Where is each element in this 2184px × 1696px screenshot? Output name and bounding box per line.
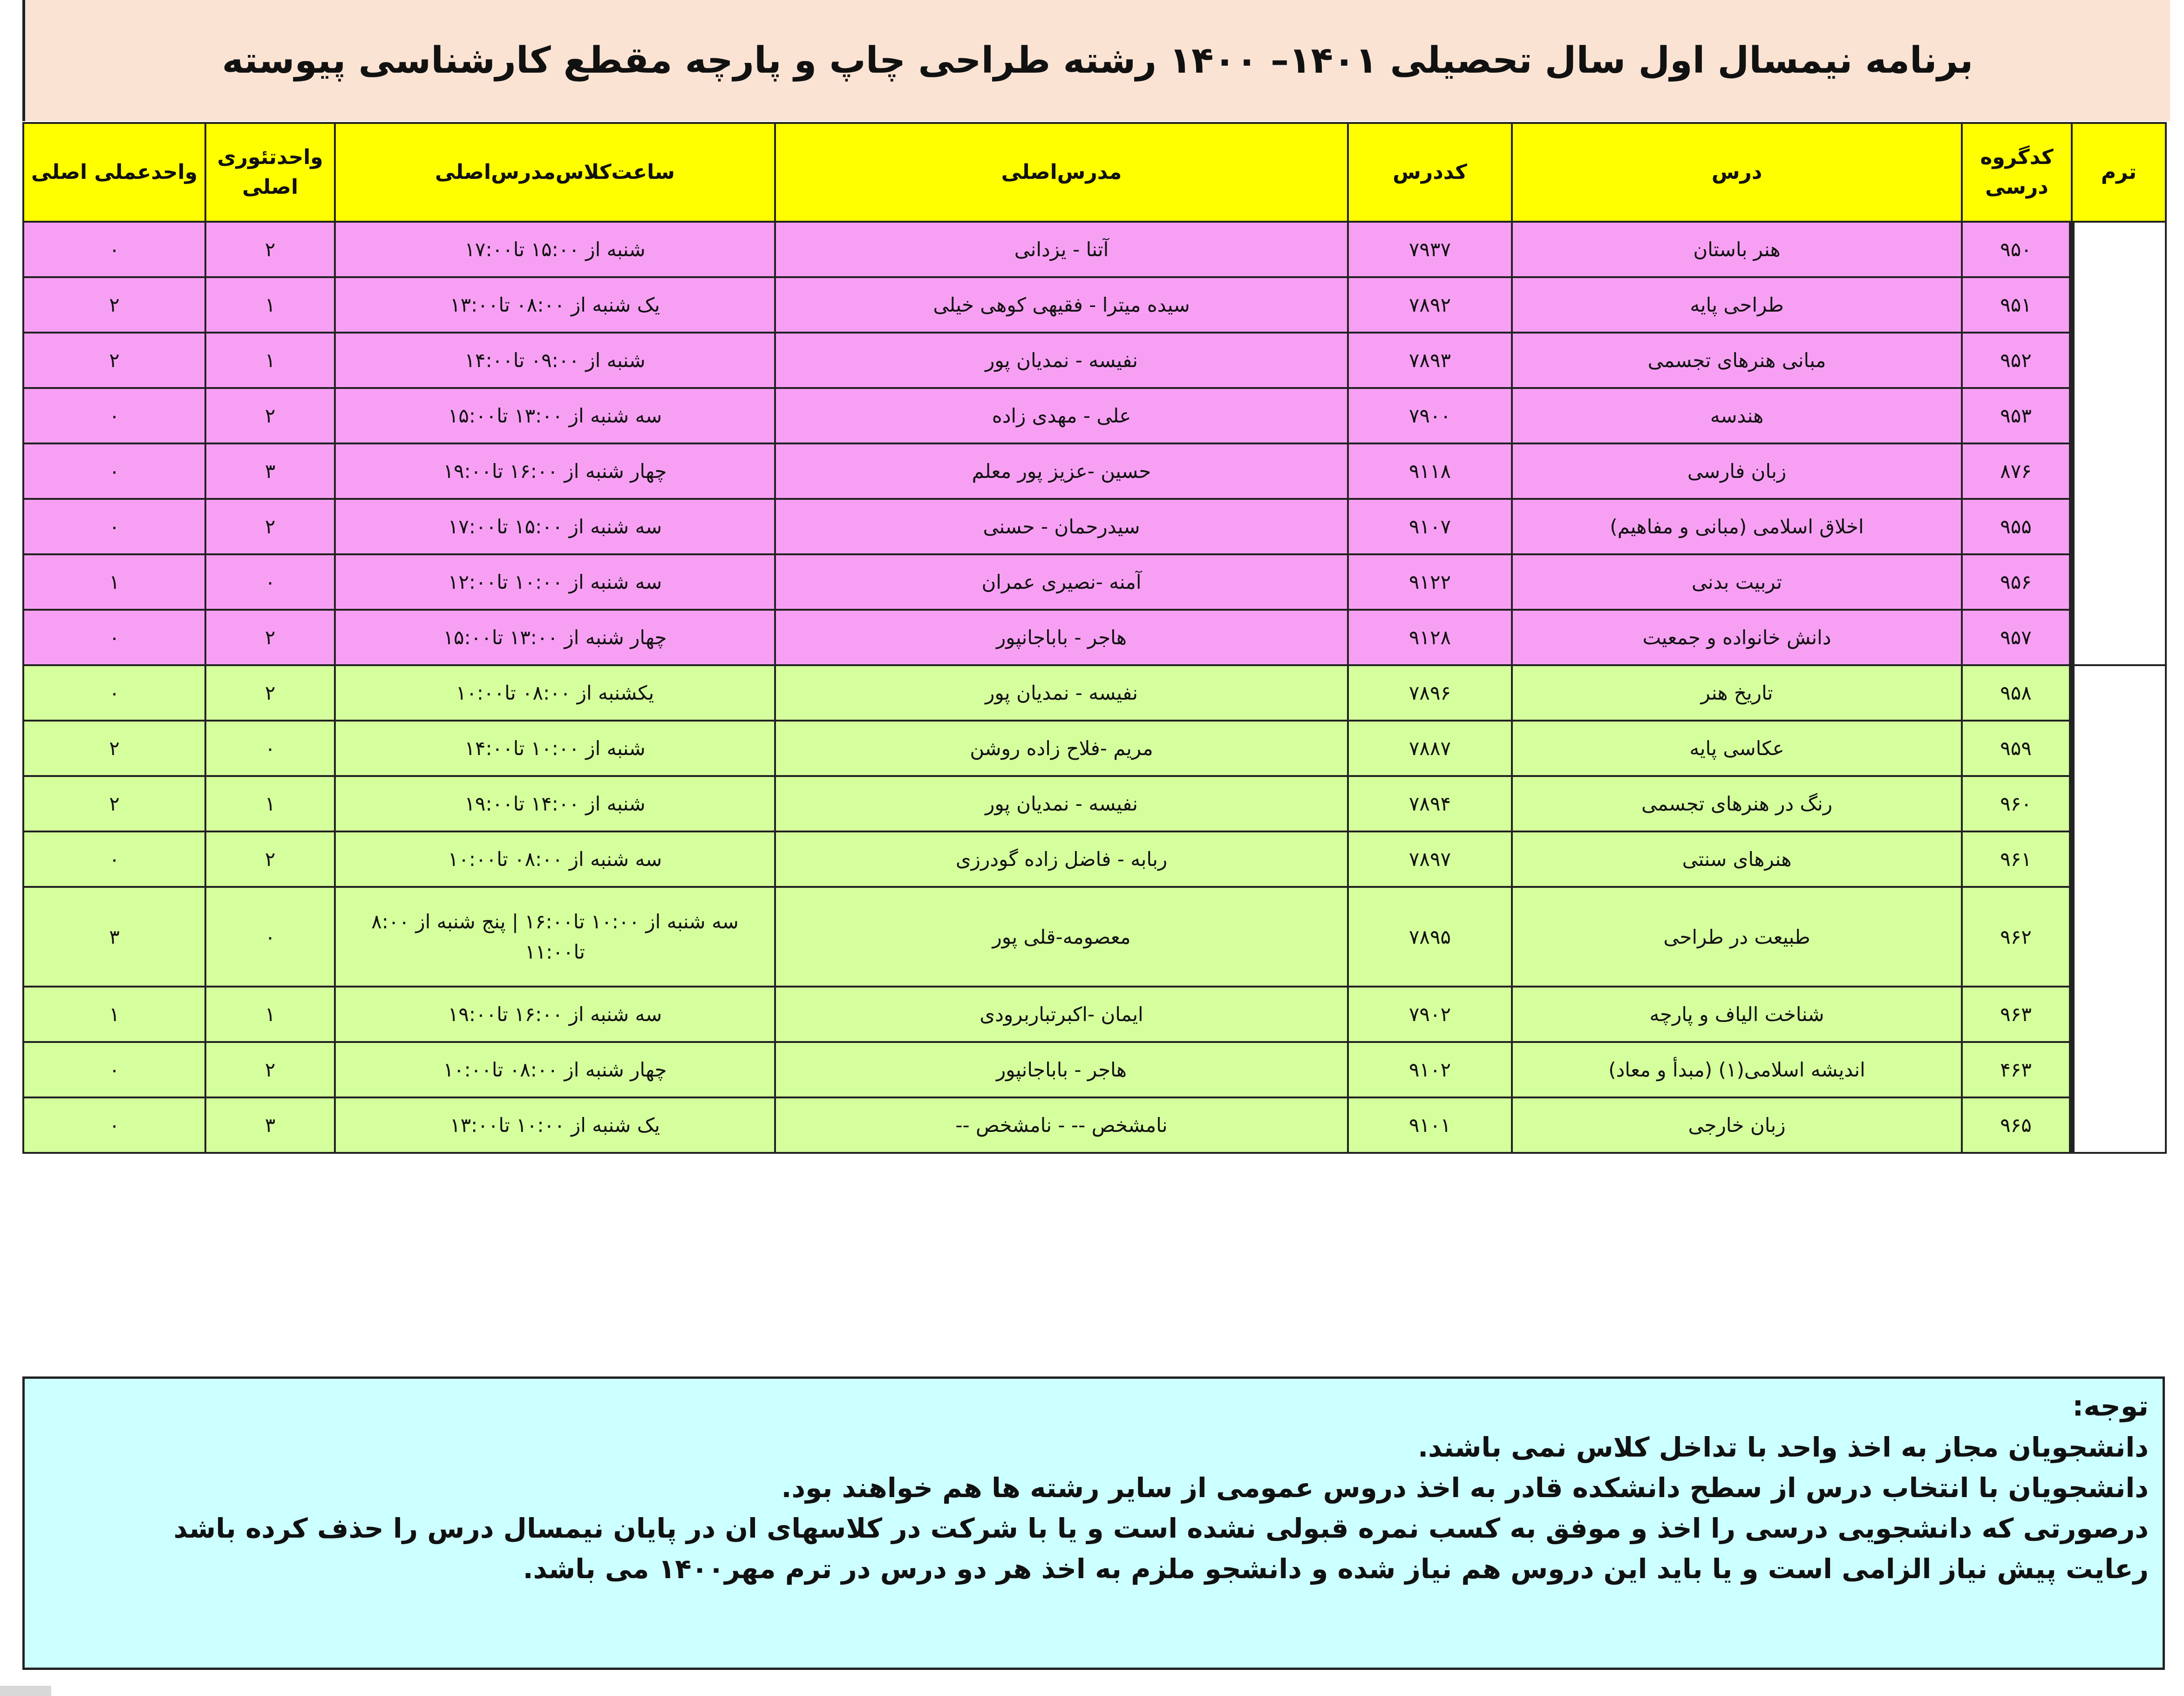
instructor-cell: حسین -عزیز پور معلم: [775, 443, 1348, 499]
notes-box: [22, 1376, 2165, 1670]
schedule-table: [22, 122, 2167, 1154]
course-name-cell: هندسه: [1512, 388, 1962, 443]
course-name-cell: اندیشه اسلامی(۱) (مبدأ و معاد): [1512, 1042, 1962, 1097]
group-code-cell: ۸۷۶: [1962, 443, 2072, 499]
group-code-cell: ۹۶۳: [1962, 987, 2072, 1042]
group-code-cell: ۹۵۷: [1962, 610, 2072, 665]
group-code-cell: ۹۵۵: [1962, 499, 2072, 554]
theory-units-cell: ۲: [205, 665, 335, 721]
course-name-cell: زبان فارسی: [1512, 443, 1962, 499]
table-row: [23, 1097, 2166, 1153]
practical-units-cell: ۱: [23, 554, 205, 610]
theory-units-cell: ۱: [205, 987, 335, 1042]
class-hours-cell: چهار شنبه از ۱۳:۰۰ تا۱۵:۰۰: [335, 610, 775, 665]
group-code-cell: ۹۶۵: [1962, 1097, 2072, 1153]
term-group-cell: [2072, 222, 2166, 665]
table-row: [23, 333, 2166, 388]
course-code-cell: ۷۸۹۵: [1348, 887, 1512, 987]
theory-units-cell: ۲: [205, 388, 335, 443]
course-name-cell: هنر باستان: [1512, 222, 1962, 277]
instructor-cell: نفیسه - نمدیان پور: [775, 776, 1348, 831]
course-name-cell: رنگ در هنرهای تجسمی: [1512, 776, 1962, 831]
group-code-cell: ۴۶۳: [1962, 1042, 2072, 1097]
instructor-cell: هاجر - باباجانپور: [775, 1042, 1348, 1097]
course-code-cell: ۷۸۹۲: [1348, 277, 1512, 333]
course-code-cell: ۷۸۹۴: [1348, 776, 1512, 831]
course-name-cell: تربیت بدنی: [1512, 554, 1962, 610]
corner-watermark: [0, 1686, 51, 1696]
instructor-cell: سیده میترا - فقیهی کوهی خیلی: [775, 277, 1348, 333]
schedule-body: [23, 222, 2166, 1153]
theory-units-cell: ۳: [205, 1097, 335, 1153]
group-code-cell: ۹۶۰: [1962, 776, 2072, 831]
notes-heading: توجه:: [2072, 1390, 2149, 1423]
table-row: [23, 776, 2166, 831]
instructor-cell: نامشخص -- - نامشخص --: [775, 1097, 1348, 1153]
instructor-cell: نفیسه - نمدیان پور: [775, 665, 1348, 721]
course-name-cell: هنرهای سنتی: [1512, 831, 1962, 887]
note-line: رعایت پیش نیاز الزامی است و یا باید این دروس هم نیاز شده و دانشجو ملزم به اخذ هر دو درس در ترم مهر۱۴۰۰ می باشد.: [523, 1553, 2149, 1585]
theory-units-cell: ۱: [205, 776, 335, 831]
practical-units-cell: ۲: [23, 776, 205, 831]
theory-units-cell: ۲: [205, 610, 335, 665]
group-code-cell: ۹۵۳: [1962, 388, 2072, 443]
instructor-cell: آتنا - یزدانی: [775, 222, 1348, 277]
course-code-cell: ۹۱۲۸: [1348, 610, 1512, 665]
table-row: [23, 831, 2166, 887]
class-hours-cell: سه شنبه از ۱۶:۰۰ تا۱۹:۰۰: [335, 987, 775, 1042]
class-hours-cell: یک شنبه از ۱۰:۰۰ تا۱۳:۰۰: [335, 1097, 775, 1153]
course-name-cell: عکاسی پایه: [1512, 721, 1962, 776]
practical-units-cell: ۰: [23, 388, 205, 443]
practical-units-cell: ۱: [23, 987, 205, 1042]
course-code-cell: ۷۹۰۲: [1348, 987, 1512, 1042]
theory-units-cell: ۰: [205, 554, 335, 610]
table-row: [23, 499, 2166, 554]
course-code-cell: ۹۱۱۸: [1348, 443, 1512, 499]
course-code-cell: ۷۸۹۶: [1348, 665, 1512, 721]
theory-units-cell: ۲: [205, 831, 335, 887]
class-hours-cell: شنبه از ۱۵:۰۰ تا۱۷:۰۰: [335, 222, 775, 277]
course-name-cell: طبیعت در طراحی: [1512, 887, 1962, 987]
class-hours-cell: شنبه از ۱۴:۰۰ تا۱۹:۰۰: [335, 776, 775, 831]
class-hours-cell: سه شنبه از ۰۸:۰۰ تا۱۰:۰۰: [335, 831, 775, 887]
course-name-cell: شناخت الیاف و پارچه: [1512, 987, 1962, 1042]
group-code-cell: ۹۵۹: [1962, 721, 2072, 776]
class-hours-cell: سه شنبه از ۱۵:۰۰ تا۱۷:۰۰: [335, 499, 775, 554]
note-line: دانشجویان با انتخاب درس از سطح دانشکده قادر به اخذ دروس عمومی از سایر رشته ها هم خواهند بود.: [781, 1472, 2149, 1504]
schedule-table-wrapper: [22, 122, 2165, 1154]
table-row: [23, 721, 2166, 776]
theory-units-cell: ۳: [205, 443, 335, 499]
practical-units-cell: ۰: [23, 443, 205, 499]
course-code-cell: ۷۸۸۷: [1348, 721, 1512, 776]
instructor-cell: معصومه-قلی پور: [775, 887, 1348, 987]
page-title: برنامه نیمسال اول سال تحصیلی ۱۴۰۱– ۱۴۰۰ رشته طراحی چاپ و پارچه مقطع کارشناسی پیوسته: [222, 40, 1973, 82]
table-row: [23, 222, 2166, 277]
instructor-cell: آمنه -نصیری عمران: [775, 554, 1348, 610]
group-code-cell: ۹۵۶: [1962, 554, 2072, 610]
table-row: [23, 388, 2166, 443]
course-code-cell: ۷۸۹۳: [1348, 333, 1512, 388]
header-group-code: کدگروه درسی: [1962, 123, 2072, 222]
theory-units-cell: ۲: [205, 499, 335, 554]
practical-units-cell: ۰: [23, 831, 205, 887]
table-row: [23, 443, 2166, 499]
instructor-cell: نفیسه - نمدیان پور: [775, 333, 1348, 388]
course-code-cell: ۹۱۲۲: [1348, 554, 1512, 610]
instructor-cell: سیدرحمان - حسنی: [775, 499, 1348, 554]
header-theory-units: واحدتئوری اصلی: [205, 123, 335, 222]
class-hours-cell: شنبه از ۰۹:۰۰ تا۱۴:۰۰: [335, 333, 775, 388]
theory-units-cell: ۰: [205, 887, 335, 987]
table-row: [23, 887, 2166, 987]
practical-units-cell: ۰: [23, 1042, 205, 1097]
course-name-cell: زبان خارجی: [1512, 1097, 1962, 1153]
group-code-cell: ۹۶۲: [1962, 887, 2072, 987]
class-hours-cell: شنبه از ۱۰:۰۰ تا۱۴:۰۰: [335, 721, 775, 776]
theory-units-cell: ۲: [205, 1042, 335, 1097]
header-row: [23, 123, 2166, 222]
course-code-cell: ۷۸۹۷: [1348, 831, 1512, 887]
class-hours-cell: چهار شنبه از ۱۶:۰۰ تا۱۹:۰۰: [335, 443, 775, 499]
header-class-hours: ساعت‌کلاس‌مدرس‌اصلی: [335, 123, 775, 222]
table-row: [23, 610, 2166, 665]
instructor-cell: علی - مهدی زاده: [775, 388, 1348, 443]
course-name-cell: تاریخ هنر: [1512, 665, 1962, 721]
group-code-cell: ۹۵۲: [1962, 333, 2072, 388]
group-code-cell: ۹۵۱: [1962, 277, 2072, 333]
header-course: درس: [1512, 123, 1962, 222]
course-name-cell: دانش خانواده و جمعیت: [1512, 610, 1962, 665]
header-course-code: کددرس: [1348, 123, 1512, 222]
table-row: [23, 665, 2166, 721]
instructor-cell: مریم -فلاح زاده روشن: [775, 721, 1348, 776]
practical-units-cell: ۲: [23, 333, 205, 388]
practical-units-cell: ۳: [23, 887, 205, 987]
class-hours-cell: سه شنبه از ۱۰:۰۰ تا۱۲:۰۰: [335, 554, 775, 610]
theory-units-cell: ۲: [205, 222, 335, 277]
group-code-cell: ۹۵۸: [1962, 665, 2072, 721]
theory-units-cell: ۱: [205, 333, 335, 388]
note-line: درصورتی که دانشجویی درسی را اخذ و موفق به کسب نمره قبولی نشده است و یا با شرکت در کلاسهای ان در پایان نیمسال درس را حذف کرده باشد: [173, 1512, 2149, 1544]
practical-units-cell: ۰: [23, 1097, 205, 1153]
course-name-cell: مبانی هنرهای تجسمی: [1512, 333, 1962, 388]
theory-units-cell: ۰: [205, 721, 335, 776]
class-hours-cell: سه شنبه از ۱۰:۰۰ تا۱۶:۰۰ | پنج شنبه از ۸:۰۰ تا۱۱:۰۰: [335, 887, 775, 987]
group-code-cell: ۹۶۱: [1962, 831, 2072, 887]
instructor-cell: ربابه - فاضل زاده گودرزی: [775, 831, 1348, 887]
note-line: دانشجویان مجاز به اخذ واحد با تداخل کلاس نمی باشند.: [1418, 1431, 2149, 1463]
table-row: [23, 1042, 2166, 1097]
practical-units-cell: ۰: [23, 610, 205, 665]
group-code-cell: ۹۵۰: [1962, 222, 2072, 277]
practical-units-cell: ۰: [23, 665, 205, 721]
course-name-cell: طراحی پایه: [1512, 277, 1962, 333]
header-practical-units: واحدعملی اصلی: [23, 123, 205, 222]
term-group-cell: [2072, 665, 2166, 1153]
table-row: [23, 554, 2166, 610]
header-term: ترم: [2072, 123, 2166, 222]
class-hours-cell: چهار شنبه از ۰۸:۰۰ تا۱۰:۰۰: [335, 1042, 775, 1097]
instructor-cell: ایمان -اکبرتباربرودی: [775, 987, 1348, 1042]
header-instructor: مدرس‌اصلی: [775, 123, 1348, 222]
table-row: [23, 987, 2166, 1042]
practical-units-cell: ۰: [23, 222, 205, 277]
class-hours-cell: یک شنبه از ۰۸:۰۰ تا۱۳:۰۰: [335, 277, 775, 333]
practical-units-cell: ۲: [23, 721, 205, 776]
practical-units-cell: ۰: [23, 499, 205, 554]
course-code-cell: ۹۱۰۲: [1348, 1042, 1512, 1097]
title-banner: [22, 0, 2170, 121]
instructor-cell: هاجر - باباجانپور: [775, 610, 1348, 665]
theory-units-cell: ۱: [205, 277, 335, 333]
course-code-cell: ۷۹۰۰: [1348, 388, 1512, 443]
table-row: [23, 277, 2166, 333]
course-name-cell: اخلاق اسلامی (مبانی و مفاهیم): [1512, 499, 1962, 554]
course-code-cell: ۹۱۰۷: [1348, 499, 1512, 554]
course-code-cell: ۹۱۰۱: [1348, 1097, 1512, 1153]
practical-units-cell: ۲: [23, 277, 205, 333]
class-hours-cell: یکشنبه از ۰۸:۰۰ تا۱۰:۰۰: [335, 665, 775, 721]
course-code-cell: ۷۹۳۷: [1348, 222, 1512, 277]
class-hours-cell: سه شنبه از ۱۳:۰۰ تا۱۵:۰۰: [335, 388, 775, 443]
